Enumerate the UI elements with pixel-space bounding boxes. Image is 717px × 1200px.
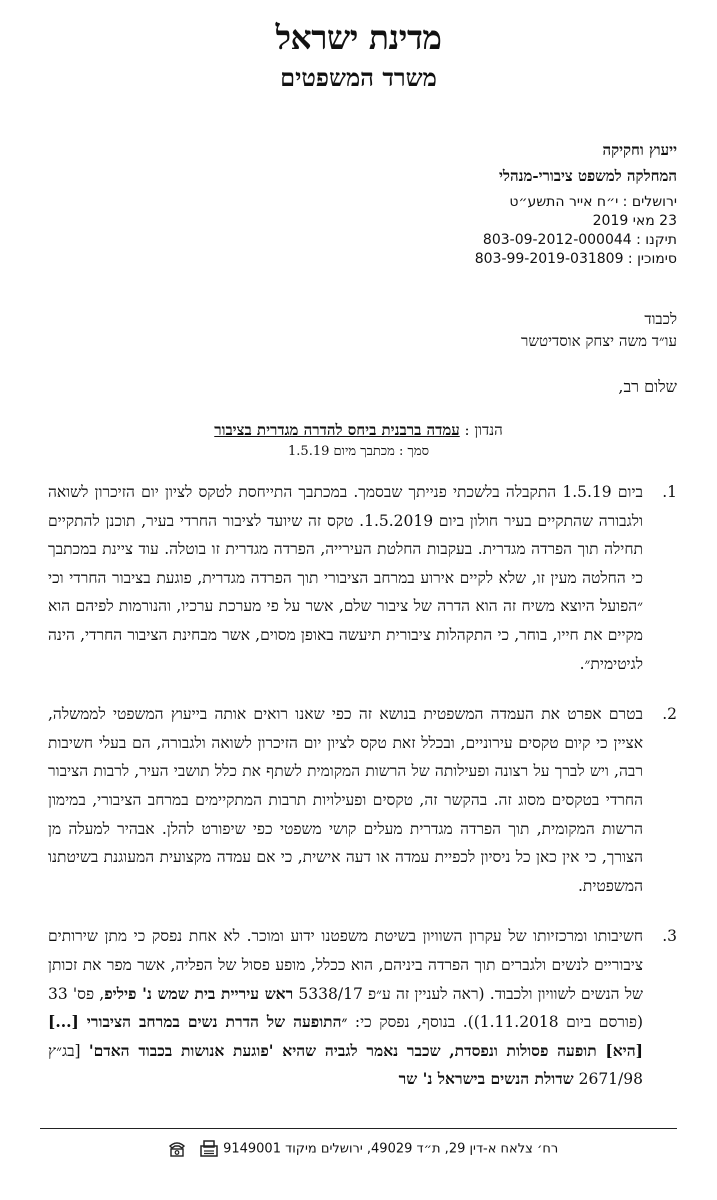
text-segment: , פס' 33 (פורסם ביום 1.11.2018)). בנוסף, נפסק כי:: [48, 984, 644, 1032]
case-citation: שדולת הנשים בישראל נ' שר: [398, 1069, 574, 1089]
paragraph-number: 2.: [662, 705, 677, 724]
paragraph-3: [48, 922, 677, 1094]
paragraph-text: בטרם אפרט את העמדה המשפטית בנושא זה כפי שאנו רואים אותה בייעוץ המשפטי לממשלה, אציין כי קיום טקסים עירוניים, ובכלל זאת טקס לציון יום הזיכרון לשואה ולגבורה, הם בעלי חשיבות רבה, ויש לברך על רצונה ופעילותה של הרשות המקומית לשתף את כלל תושבי העיר, לרבות הציבור החרדי בטקסים מסוג זה. בהקשר זה, טקסים ופעילויות תרבות המתקיימים במרחב הציבורי, במימון הרשות המקומית, תוך הפרדה מגדרית מעלים קושי משפטי כפי שיפורט להלן. אבהיר למעלה מן הצורך, כי אין כאן כל ניסיון לכפיית עמדה או דעה אישית, כי אם עמדה מקצועית המעוגנת בשיטתנו המשפטית.: [48, 705, 643, 895]
file-label: תיקנו :: [631, 232, 677, 248]
footer-address: רח׳ צלאח א-דין 29, ת״ד 49029, ירושלים מיקוד 9149001: [223, 1141, 559, 1157]
file-number-row: [475, 231, 677, 250]
case-citation: ראש עיריית בית שמש נ' פיליפ: [104, 983, 294, 1003]
footer: [0, 1140, 717, 1158]
reference-number: 803-99-2019-031809: [474, 251, 624, 267]
unit-name: ייעוץ וחקיקה: [602, 141, 677, 159]
reference-label: סימוכין :: [623, 251, 677, 267]
addressee-block: [521, 308, 677, 352]
paragraph-text: [48, 922, 643, 1094]
gregorian-date: 23 מאי 2019: [592, 213, 677, 229]
subject-reference: סמך : מכתבך מיום 1.5.19: [288, 444, 429, 459]
paragraph-number: 1.: [662, 483, 677, 501]
division-name: המחלקה למשפט ציבורי-מנהלי: [499, 167, 677, 185]
letter-meta: [475, 193, 677, 269]
letterhead: [0, 18, 717, 94]
subject-label: הנדון :: [459, 421, 503, 439]
phone-icon: [167, 1140, 187, 1158]
hebrew-date: ירושלים : י״ח אייר התשע״ט: [509, 194, 677, 210]
greeting: שלום רב,: [618, 377, 677, 396]
letter-body: [48, 478, 677, 1094]
ministry-name: משרד המשפטים: [280, 63, 437, 92]
fax-icon: [199, 1140, 219, 1158]
paragraph-text: ביום 1.5.19 התקבלה בלשכתי פנייתך שבסמך. במכתבך התייחסת לטקס לציון יום הזיכרון לשואה ולגבורה שהתקיים בעיר חולון ביום 1.5.2019. טקס זה שיועד לציבור החרדי בעיר, תוכנן להתקיים תחילה תוך הפרדה מגדרית. בעקבות החלטת העירייה, הפרדה מגדרית זו בוטלה. עוד ציינת במכתבך כי החלטה מעין זו, שלא לקיים אירוע במרחב הציבורי תוך הפרדה מגדרית, פוגעת בציבור החרדי וכי ״הפועל היוצא משיח זה הוא הדרה של ציבור שלם, אשר על פי מערכת ערכיו, והנורמות לפיהם הוא מקיים את חייו, בוחר, כי התקהלות ציבורית תיעשה באופן מסוים, אשר מבחינת הציבור החרדי, הינה לגיטימית״.: [48, 483, 643, 673]
paragraph-2: [48, 700, 677, 900]
subject-block: [0, 420, 717, 462]
subject-line: [0, 420, 717, 441]
subject-title: עמדה ברבנית ביחס להדרה מגדרית בציבור: [214, 421, 460, 439]
state-name: מדינת ישראל: [275, 18, 442, 57]
reference-number-row: [475, 250, 677, 269]
file-number: 803-09-2012-000044: [482, 232, 632, 248]
honorific: לכבוד: [644, 310, 677, 328]
department-block: [499, 137, 677, 189]
paragraph-1: [48, 478, 677, 678]
footer-divider: [40, 1128, 677, 1129]
court-quote: ״התופעה של הדרת נשים במרחב הציבורי [...] [היא] תופעה פסולות ונפסדת, שכבר נאמר לגביה שהיא 'פוגעת אנושות בכבוד האדם': [48, 1012, 643, 1060]
text-segment: [בג״ץ 2671/98: [48, 1041, 643, 1089]
addressee-name: עו״ד משה יצחק אוסדיטשר: [521, 332, 677, 350]
text-segment: חשיבותו ומרכזיותו של עקרון השוויון בשיטת משפטנו ידוע ומוכר. לא אחת נפסק כי מתן שירותים ציבוריים לנשים ולגברים תוך הפרדה ביניהם, הוא ככלל, מופע פסול של הפליה, אשר מפר את זכותן של הנשים לשוויון ולכבוד. (ראה לעניין זה ע״פ 5338/17: [48, 927, 643, 1003]
paragraph-number: 3.: [662, 927, 677, 946]
